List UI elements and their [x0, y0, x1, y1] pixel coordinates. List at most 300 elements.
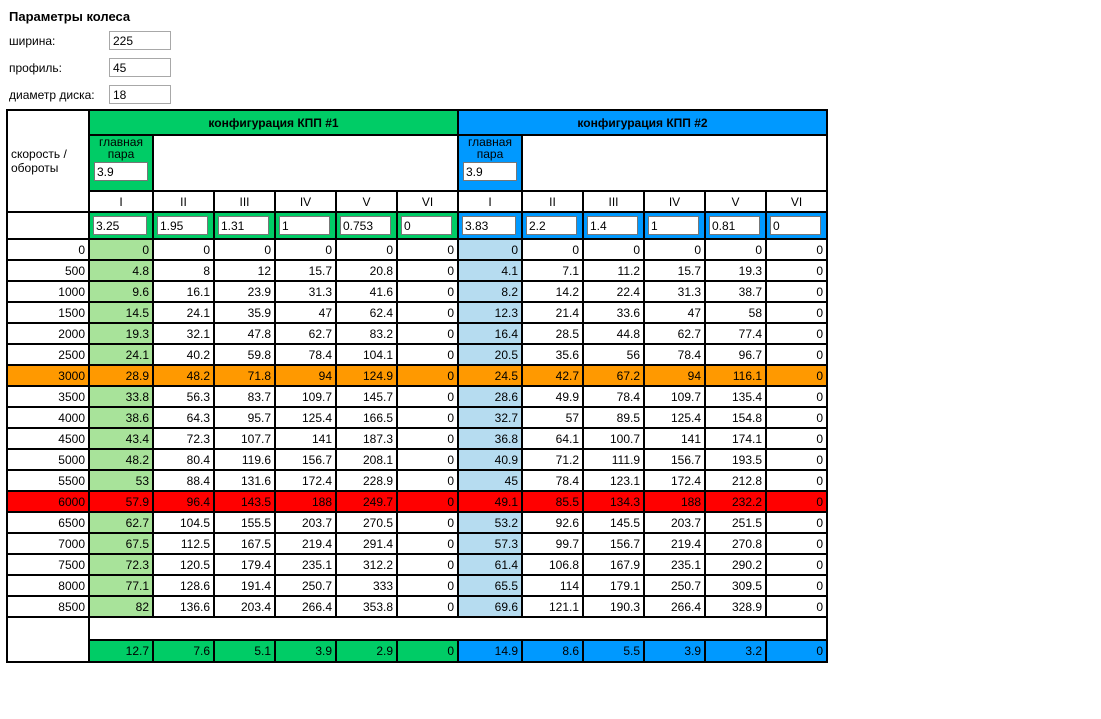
width-label: ширина:	[9, 34, 56, 48]
rpm-cell: 2500	[7, 344, 89, 365]
config2-speed-cell: 38.7	[705, 281, 766, 302]
config1-speed-cell: 24.1	[89, 344, 153, 365]
config2-speed-cell: 19.3	[705, 260, 766, 281]
config2-speed-cell: 21.4	[522, 302, 583, 323]
config2-speed-cell: 251.5	[705, 512, 766, 533]
config2-gear-5-ratio-input[interactable]	[709, 216, 760, 235]
config1-speed-cell: 0	[153, 239, 214, 260]
config2-speed-cell: 188	[644, 491, 705, 512]
config2-speed-cell: 14.2	[522, 281, 583, 302]
config1-speed-cell: 96.4	[153, 491, 214, 512]
config1-gear-3-ratio-input[interactable]	[218, 216, 269, 235]
config1-speed-cell: 141	[275, 428, 336, 449]
config1-speed-cell: 33.8	[89, 386, 153, 407]
config2-gear-4-ratio-input[interactable]	[648, 216, 699, 235]
config1-speed-cell: 59.8	[214, 344, 275, 365]
config2-speed-cell: 56	[583, 344, 644, 365]
config2-speed-cell: 111.9	[583, 449, 644, 470]
config1-gear-5-label: V	[336, 191, 397, 212]
config1-speed-cell: 112.5	[153, 533, 214, 554]
config1-speed-cell: 80.4	[153, 449, 214, 470]
config1-speed-cell: 109.7	[275, 386, 336, 407]
config2-speed-cell: 290.2	[705, 554, 766, 575]
config1-speed-cell: 143.5	[214, 491, 275, 512]
config2-speed-cell: 0	[766, 323, 827, 344]
config1-speed-cell: 0	[89, 239, 153, 260]
config2-speed-cell: 328.9	[705, 596, 766, 617]
config1-speed-cell: 250.7	[275, 575, 336, 596]
rpm-cell: 5000	[7, 449, 89, 470]
footer-label-cell	[7, 617, 89, 662]
speed-rpm-corner-label: скорость / обороты	[7, 110, 89, 212]
width-input[interactable]	[109, 31, 171, 50]
config2-gear-6-ratio-cell	[766, 212, 827, 239]
config1-gear-4-ratio-input[interactable]	[279, 216, 330, 235]
config2-gear-5-ratio-cell	[705, 212, 766, 239]
config2-footer-cell: 0	[766, 640, 827, 662]
table-row	[7, 281, 827, 302]
config2-main-pair-label: главная пара	[468, 135, 512, 161]
config1-speed-cell: 0	[397, 323, 458, 344]
config1-speed-cell: 28.9	[89, 365, 153, 386]
config2-footer-cell: 3.2	[705, 640, 766, 662]
config2-speed-cell: 16.4	[458, 323, 522, 344]
config1-speed-cell: 0	[397, 239, 458, 260]
config2-speed-cell: 270.8	[705, 533, 766, 554]
config1-speed-cell: 20.8	[336, 260, 397, 281]
config2-speed-cell: 4.1	[458, 260, 522, 281]
config1-speed-cell: 71.8	[214, 365, 275, 386]
config2-speed-cell: 0	[766, 281, 827, 302]
config2-speed-cell: 78.4	[583, 386, 644, 407]
rpm-cell: 2000	[7, 323, 89, 344]
rpm-cell: 6500	[7, 512, 89, 533]
config1-speed-cell: 95.7	[214, 407, 275, 428]
config1-gear-1-ratio-cell	[89, 212, 153, 239]
config2-speed-cell: 71.2	[522, 449, 583, 470]
config2-speed-cell: 78.4	[522, 470, 583, 491]
config1-speed-cell: 0	[397, 575, 458, 596]
config1-gear-2-ratio-input[interactable]	[157, 216, 208, 235]
config1-speed-cell: 0	[397, 365, 458, 386]
config2-speed-cell: 219.4	[644, 533, 705, 554]
config2-speed-cell: 49.1	[458, 491, 522, 512]
config2-speed-cell: 47	[644, 302, 705, 323]
rpm-cell: 4500	[7, 428, 89, 449]
config2-speed-cell: 92.6	[522, 512, 583, 533]
config2-speed-cell: 0	[766, 449, 827, 470]
config2-speed-cell: 31.3	[644, 281, 705, 302]
config1-speed-cell: 124.9	[336, 365, 397, 386]
rpm-cell: 1500	[7, 302, 89, 323]
config1-main-pair-cell	[89, 135, 153, 191]
config1-gear-1-ratio-input[interactable]	[93, 216, 147, 235]
config2-speed-cell: 94	[644, 365, 705, 386]
config1-main-pair-label: главная пара	[99, 135, 143, 161]
config2-speed-cell: 125.4	[644, 407, 705, 428]
config2-speed-cell: 109.7	[644, 386, 705, 407]
config1-title: конфигурация КПП #1	[89, 110, 458, 135]
config2-speed-cell: 12.3	[458, 302, 522, 323]
config1-speed-cell: 32.1	[153, 323, 214, 344]
config2-speed-cell: 8.2	[458, 281, 522, 302]
config1-speed-cell: 38.6	[89, 407, 153, 428]
config1-speed-cell: 166.5	[336, 407, 397, 428]
config1-gear-2-label: II	[153, 191, 214, 212]
config1-speed-cell: 83.2	[336, 323, 397, 344]
config2-gear-3-label: III	[583, 191, 644, 212]
config2-speed-cell: 78.4	[644, 344, 705, 365]
config2-speed-cell: 45	[458, 470, 522, 491]
config2-speed-cell: 123.1	[583, 470, 644, 491]
config2-speed-cell: 309.5	[705, 575, 766, 596]
config1-speed-cell: 48.2	[153, 365, 214, 386]
footer-row	[7, 640, 827, 662]
config2-speed-cell: 156.7	[583, 533, 644, 554]
config2-speed-cell: 24.5	[458, 365, 522, 386]
config2-speed-cell: 89.5	[583, 407, 644, 428]
config1-speed-cell: 0	[397, 554, 458, 575]
config2-speed-cell: 0	[583, 239, 644, 260]
config2-speed-cell: 141	[644, 428, 705, 449]
config1-gear-6-ratio-cell	[397, 212, 458, 239]
config1-gear-5-ratio-input[interactable]	[340, 216, 391, 235]
config2-speed-cell: 154.8	[705, 407, 766, 428]
config2-speed-cell: 0	[766, 302, 827, 323]
config1-speed-cell: 77.1	[89, 575, 153, 596]
table-row	[7, 491, 827, 512]
config1-speed-cell: 125.4	[275, 407, 336, 428]
config2-speed-cell: 7.1	[522, 260, 583, 281]
config2-speed-cell: 22.4	[583, 281, 644, 302]
config1-speed-cell: 0	[336, 239, 397, 260]
config1-speed-cell: 12	[214, 260, 275, 281]
config2-speed-cell: 0	[766, 554, 827, 575]
config2-speed-cell: 114	[522, 575, 583, 596]
config1-speed-cell: 203.4	[214, 596, 275, 617]
config2-speed-cell: 11.2	[583, 260, 644, 281]
table-row	[7, 512, 827, 533]
config2-speed-cell: 203.7	[644, 512, 705, 533]
config1-speed-cell: 167.5	[214, 533, 275, 554]
config2-footer-cell: 5.5	[583, 640, 644, 662]
config2-speed-cell: 42.7	[522, 365, 583, 386]
blank-row-spacer	[89, 617, 827, 640]
config2-gear-3-ratio-input[interactable]	[587, 216, 638, 235]
config2-speed-cell: 53.2	[458, 512, 522, 533]
config1-speed-cell: 0	[397, 533, 458, 554]
config2-speed-cell: 235.1	[644, 554, 705, 575]
config1-speed-cell: 35.9	[214, 302, 275, 323]
config2-speed-cell: 0	[766, 491, 827, 512]
config1-speed-cell: 88.4	[153, 470, 214, 491]
config2-speed-cell: 135.4	[705, 386, 766, 407]
config1-speed-cell: 353.8	[336, 596, 397, 617]
config1-header-spacer	[153, 135, 458, 191]
config1-speed-cell: 43.4	[89, 428, 153, 449]
config1-speed-cell: 179.4	[214, 554, 275, 575]
diameter-label: диаметр диска:	[9, 88, 95, 102]
table-row	[7, 533, 827, 554]
rpm-cell: 0	[7, 239, 89, 260]
config2-footer-cell: 8.6	[522, 640, 583, 662]
config1-speed-cell: 228.9	[336, 470, 397, 491]
config2-speed-cell: 0	[766, 533, 827, 554]
config1-footer-cell: 2.9	[336, 640, 397, 662]
config1-gear-4-label: IV	[275, 191, 336, 212]
config1-speed-cell: 47.8	[214, 323, 275, 344]
config1-speed-cell: 155.5	[214, 512, 275, 533]
config1-speed-cell: 0	[397, 512, 458, 533]
config2-footer-cell: 3.9	[644, 640, 705, 662]
config2-title: конфигурация КПП #2	[458, 110, 827, 135]
config2-speed-cell: 193.5	[705, 449, 766, 470]
config1-speed-cell: 47	[275, 302, 336, 323]
config1-speed-cell: 31.3	[275, 281, 336, 302]
config2-gear-6-ratio-input[interactable]	[770, 216, 821, 235]
table-row	[7, 239, 827, 260]
config2-gear-2-ratio-cell	[522, 212, 583, 239]
config2-main-pair-cell	[458, 135, 522, 191]
config1-footer-cell: 0	[397, 640, 458, 662]
config2-speed-cell: 134.3	[583, 491, 644, 512]
config2-speed-cell: 190.3	[583, 596, 644, 617]
config1-main-pair-input[interactable]	[94, 162, 148, 181]
config1-gear-6-ratio-input[interactable]	[401, 216, 452, 235]
config1-footer-cell: 5.1	[214, 640, 275, 662]
rpm-cell: 5500	[7, 470, 89, 491]
config1-speed-cell: 41.6	[336, 281, 397, 302]
gear-speed-table	[6, 109, 828, 663]
config1-speed-cell: 82	[89, 596, 153, 617]
config1-speed-cell: 0	[397, 470, 458, 491]
config1-speed-cell: 104.1	[336, 344, 397, 365]
rpm-cell: 4000	[7, 407, 89, 428]
config2-speed-cell: 85.5	[522, 491, 583, 512]
config1-speed-cell: 107.7	[214, 428, 275, 449]
table-row	[7, 575, 827, 596]
config2-speed-cell: 232.2	[705, 491, 766, 512]
profile-input[interactable]	[109, 58, 171, 77]
config1-speed-cell: 0	[397, 260, 458, 281]
config2-speed-cell: 167.9	[583, 554, 644, 575]
config2-speed-cell: 0	[766, 470, 827, 491]
config1-speed-cell: 172.4	[275, 470, 336, 491]
config1-speed-cell: 23.9	[214, 281, 275, 302]
blank-row	[7, 617, 827, 640]
config2-speed-cell: 49.9	[522, 386, 583, 407]
config2-speed-cell: 96.7	[705, 344, 766, 365]
config1-speed-cell: 8	[153, 260, 214, 281]
config2-speed-cell: 57.3	[458, 533, 522, 554]
config2-speed-cell: 35.6	[522, 344, 583, 365]
config2-speed-cell: 67.2	[583, 365, 644, 386]
config1-speed-cell: 0	[397, 596, 458, 617]
config1-speed-cell: 83.7	[214, 386, 275, 407]
config1-speed-cell: 120.5	[153, 554, 214, 575]
config2-speed-cell: 0	[522, 239, 583, 260]
config1-speed-cell: 64.3	[153, 407, 214, 428]
table-row	[7, 596, 827, 617]
config1-speed-cell: 16.1	[153, 281, 214, 302]
rpm-cell: 7500	[7, 554, 89, 575]
config2-speed-cell: 77.4	[705, 323, 766, 344]
config2-speed-cell: 20.5	[458, 344, 522, 365]
config2-speed-cell: 145.5	[583, 512, 644, 533]
config1-gear-3-ratio-cell	[214, 212, 275, 239]
config1-speed-cell: 72.3	[89, 554, 153, 575]
config2-speed-cell: 62.7	[644, 323, 705, 344]
config2-speed-cell: 0	[705, 239, 766, 260]
config1-speed-cell: 62.4	[336, 302, 397, 323]
config1-speed-cell: 208.1	[336, 449, 397, 470]
config2-main-pair-input[interactable]	[463, 162, 517, 181]
config2-speed-cell: 0	[766, 428, 827, 449]
config1-footer-cell: 7.6	[153, 640, 214, 662]
config2-speed-cell: 0	[766, 596, 827, 617]
config2-speed-cell: 0	[458, 239, 522, 260]
config1-speed-cell: 0	[397, 344, 458, 365]
config2-speed-cell: 65.5	[458, 575, 522, 596]
config1-gear-5-ratio-cell	[336, 212, 397, 239]
config2-speed-cell: 0	[766, 386, 827, 407]
table-row	[7, 386, 827, 407]
config1-speed-cell: 94	[275, 365, 336, 386]
diameter-input[interactable]	[109, 85, 171, 104]
config1-speed-cell: 40.2	[153, 344, 214, 365]
config2-speed-cell: 0	[766, 365, 827, 386]
config1-speed-cell: 0	[397, 302, 458, 323]
rpm-cell: 3000	[7, 365, 89, 386]
config1-speed-cell: 14.5	[89, 302, 153, 323]
rpm-cell: 500	[7, 260, 89, 281]
config1-speed-cell: 0	[275, 239, 336, 260]
config1-speed-cell: 72.3	[153, 428, 214, 449]
rpm-cell: 6000	[7, 491, 89, 512]
config2-speed-cell: 61.4	[458, 554, 522, 575]
config2-speed-cell: 174.1	[705, 428, 766, 449]
config2-speed-cell: 44.8	[583, 323, 644, 344]
config2-speed-cell: 36.8	[458, 428, 522, 449]
table-row	[7, 407, 827, 428]
config1-speed-cell: 249.7	[336, 491, 397, 512]
rpm-cell: 7000	[7, 533, 89, 554]
config2-speed-cell: 106.8	[522, 554, 583, 575]
config2-speed-cell: 15.7	[644, 260, 705, 281]
config1-speed-cell: 119.6	[214, 449, 275, 470]
config1-speed-cell: 145.7	[336, 386, 397, 407]
config1-speed-cell: 128.6	[153, 575, 214, 596]
table-row	[7, 470, 827, 491]
config2-speed-cell: 179.1	[583, 575, 644, 596]
config1-speed-cell: 203.7	[275, 512, 336, 533]
config1-gear-2-ratio-cell	[153, 212, 214, 239]
config1-speed-cell: 62.7	[275, 323, 336, 344]
config1-speed-cell: 312.2	[336, 554, 397, 575]
config1-speed-cell: 191.4	[214, 575, 275, 596]
config1-gear-1-label: I	[89, 191, 153, 212]
wheel-params-title: Параметры колеса	[9, 9, 131, 24]
config2-gear-5-label: V	[705, 191, 766, 212]
config2-speed-cell: 266.4	[644, 596, 705, 617]
config2-speed-cell: 121.1	[522, 596, 583, 617]
config1-footer-cell: 12.7	[89, 640, 153, 662]
config1-speed-cell: 188	[275, 491, 336, 512]
config1-speed-cell: 187.3	[336, 428, 397, 449]
config1-speed-cell: 0	[397, 428, 458, 449]
config2-gear-1-ratio-cell	[458, 212, 522, 239]
table-row	[7, 302, 827, 323]
config1-speed-cell: 0	[397, 407, 458, 428]
config1-speed-cell: 219.4	[275, 533, 336, 554]
config1-speed-cell: 270.5	[336, 512, 397, 533]
config1-speed-cell: 48.2	[89, 449, 153, 470]
config1-speed-cell: 67.5	[89, 533, 153, 554]
table-row	[7, 260, 827, 281]
config2-speed-cell: 69.6	[458, 596, 522, 617]
config1-speed-cell: 0	[397, 449, 458, 470]
config2-speed-cell: 28.6	[458, 386, 522, 407]
config1-speed-cell: 266.4	[275, 596, 336, 617]
config2-footer-cell: 14.9	[458, 640, 522, 662]
ratios-row-label	[7, 212, 89, 239]
config2-speed-cell: 58	[705, 302, 766, 323]
config1-speed-cell: 291.4	[336, 533, 397, 554]
config2-header-spacer	[522, 135, 827, 191]
config1-speed-cell: 9.6	[89, 281, 153, 302]
config1-footer-cell: 3.9	[275, 640, 336, 662]
config2-speed-cell: 40.9	[458, 449, 522, 470]
config1-speed-cell: 0	[397, 281, 458, 302]
config2-speed-cell: 64.1	[522, 428, 583, 449]
config1-speed-cell: 235.1	[275, 554, 336, 575]
config2-speed-cell: 32.7	[458, 407, 522, 428]
config1-speed-cell: 62.7	[89, 512, 153, 533]
config1-speed-cell: 0	[214, 239, 275, 260]
config1-gear-6-label: VI	[397, 191, 458, 212]
config2-gear-6-label: VI	[766, 191, 827, 212]
rpm-cell: 3500	[7, 386, 89, 407]
config2-speed-cell: 28.5	[522, 323, 583, 344]
config1-speed-cell: 136.6	[153, 596, 214, 617]
table-row	[7, 428, 827, 449]
config2-speed-cell: 0	[766, 239, 827, 260]
rpm-cell: 8000	[7, 575, 89, 596]
config1-speed-cell: 15.7	[275, 260, 336, 281]
rpm-cell: 1000	[7, 281, 89, 302]
config1-speed-cell: 53	[89, 470, 153, 491]
table-row	[7, 554, 827, 575]
config2-speed-cell: 0	[766, 407, 827, 428]
config2-gear-3-ratio-cell	[583, 212, 644, 239]
config2-gear-1-label: I	[458, 191, 522, 212]
config1-speed-cell: 19.3	[89, 323, 153, 344]
config2-gear-1-ratio-input[interactable]	[462, 216, 516, 235]
config1-speed-cell: 78.4	[275, 344, 336, 365]
config1-speed-cell: 131.6	[214, 470, 275, 491]
config1-speed-cell: 4.8	[89, 260, 153, 281]
profile-label: профиль:	[9, 61, 63, 75]
config2-speed-cell: 0	[766, 344, 827, 365]
config2-gear-4-ratio-cell	[644, 212, 705, 239]
config1-gear-3-label: III	[214, 191, 275, 212]
config1-speed-cell: 333	[336, 575, 397, 596]
table-row	[7, 344, 827, 365]
config2-gear-2-ratio-input[interactable]	[526, 216, 577, 235]
config2-speed-cell: 156.7	[644, 449, 705, 470]
config2-gear-4-label: IV	[644, 191, 705, 212]
config1-speed-cell: 24.1	[153, 302, 214, 323]
